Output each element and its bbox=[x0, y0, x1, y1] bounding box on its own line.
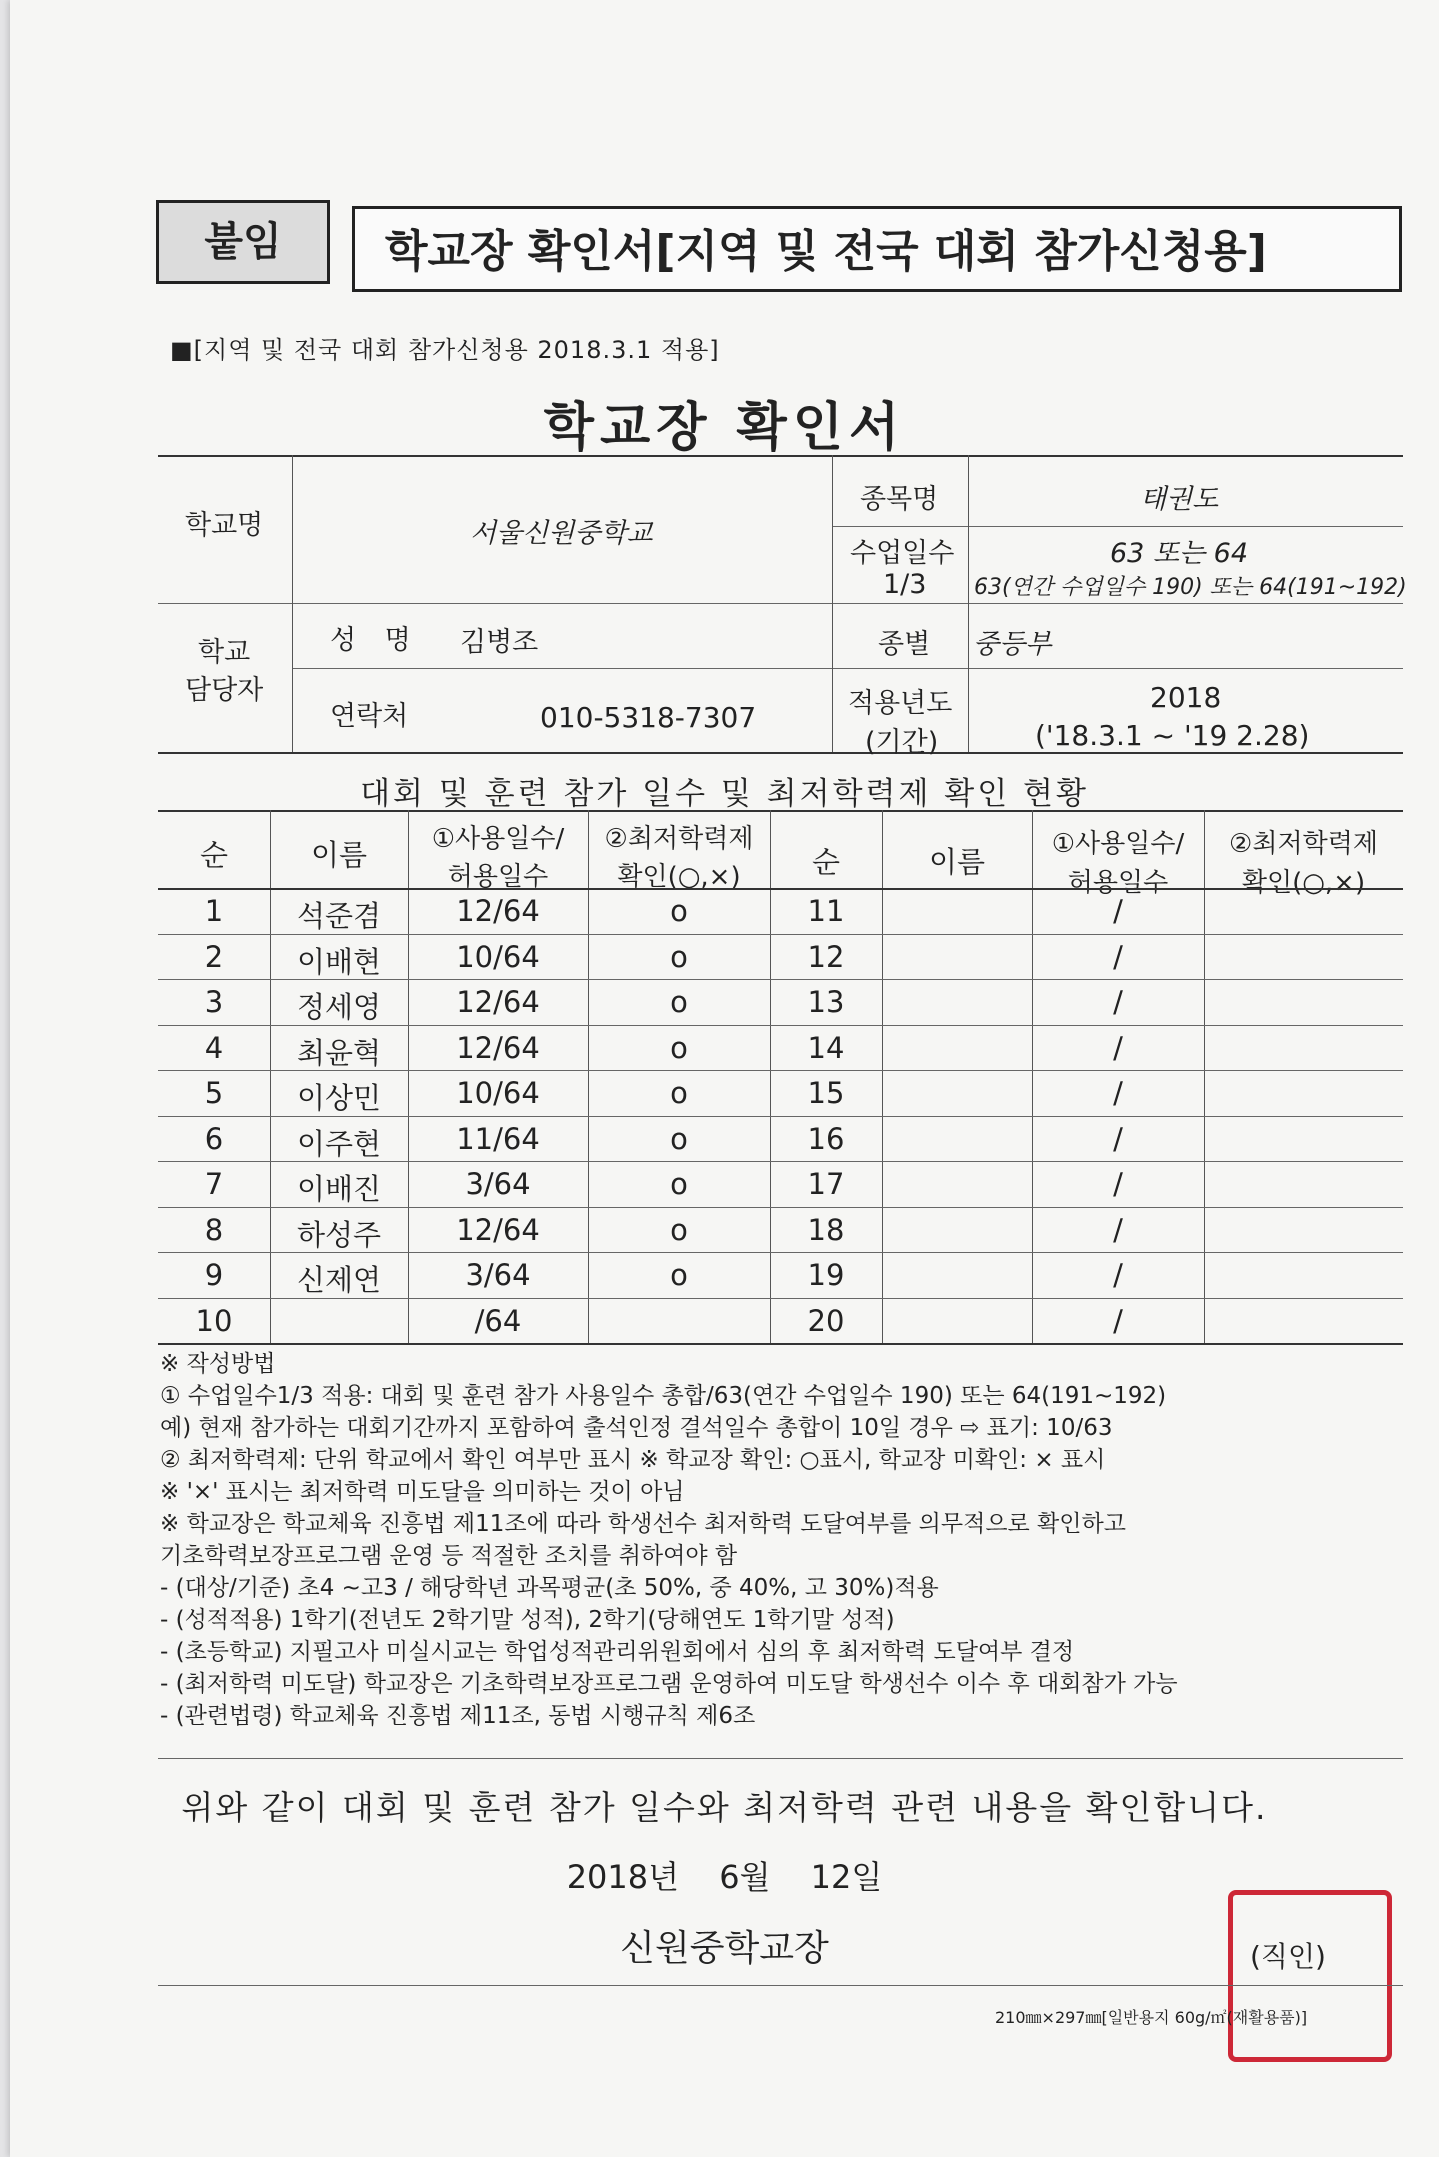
instruction-line: ① 수업일수1/3 적용: 대회 및 훈련 참가 사용일수 총합/63(연간 수업일수 190) 또는 64(191~192) bbox=[160, 1383, 1167, 1409]
used-days: 11/64 bbox=[456, 1122, 540, 1156]
attachment-tag: 붙임 bbox=[156, 200, 330, 284]
athlete-name: 이배현 bbox=[296, 945, 382, 979]
min-academic-check: o bbox=[670, 894, 688, 928]
col-no-header-right: 순 bbox=[811, 845, 840, 879]
instruction-line: - (성적적용) 1학기(전년도 2학기말 성적), 2학기(당해연도 1학기말 성적) bbox=[160, 1607, 895, 1633]
min-academic-check: o bbox=[670, 1031, 688, 1065]
col-min-header-right: ②최저학력제 bbox=[1229, 829, 1378, 859]
contact-label: 연락처 bbox=[330, 701, 409, 732]
info-divider bbox=[968, 455, 969, 752]
form-title-box: 학교장 확인서[지역 및 전국 대회 참가신청용] bbox=[352, 206, 1402, 292]
instruction-line: - (대상/기준) 초4 ~고3 / 해당학년 과목평균(초 50%, 중 40%, 고 30%)적용 bbox=[160, 1575, 939, 1601]
row-number: 9 bbox=[204, 1258, 224, 1292]
class-days-label: 수업일수 bbox=[850, 538, 955, 569]
contact-value: 010-5318-7307 bbox=[540, 701, 757, 734]
used-days: /64 bbox=[474, 1304, 522, 1338]
category-value: 중등부 bbox=[973, 629, 1052, 660]
year-value: 2018 bbox=[1150, 681, 1222, 714]
notes-bottom-rule bbox=[158, 1758, 1403, 1759]
min-academic-check: o bbox=[670, 1213, 688, 1247]
official-seal bbox=[1228, 1890, 1392, 2062]
info-divider bbox=[832, 455, 833, 752]
athlete-name: 정세영 bbox=[296, 990, 382, 1024]
issue-date: 2018년 6월 12일 bbox=[566, 1858, 883, 1896]
instruction-line: ② 최저학력제: 단위 학교에서 확인 여부만 표시 ※ 학교장 확인: ○표시, 학교장 미확인: × 표시 bbox=[160, 1447, 1106, 1473]
year-label: 적용년도 bbox=[848, 688, 953, 719]
used-days: 12/64 bbox=[456, 894, 540, 928]
info-divider bbox=[292, 455, 293, 752]
year-period: ('18.3.1 ~ '19 2.28) bbox=[1035, 719, 1310, 752]
table-row-rule bbox=[158, 888, 1403, 890]
applicability-note: ■[지역 및 전국 대회 참가신청용 2018.3.1 적용] bbox=[170, 336, 720, 364]
used-days: / bbox=[1113, 985, 1123, 1019]
manager-label-2: 담당자 bbox=[185, 675, 264, 706]
instruction-line: - (최저학력 미도달) 학교장은 기초학력보장프로그램 운영하여 미도달 학생선수 이수 후 대회참가 가능 bbox=[160, 1671, 1178, 1697]
instruction-line: ※ 학교장은 학교체육 진흥법 제11조에 따라 학생선수 최저학력 도달여부를 의무적으로 확인하고 bbox=[160, 1511, 1126, 1537]
used-days: / bbox=[1113, 1213, 1123, 1247]
table-row-rule bbox=[158, 1343, 1403, 1345]
school-label: 학교명 bbox=[185, 510, 264, 541]
confirmation-statement: 위와 같이 대회 및 훈련 참가 일수와 최저학력 관련 내용을 확인합니다. bbox=[181, 1788, 1268, 1827]
row-number: 5 bbox=[204, 1076, 224, 1110]
name-value: 김병조 bbox=[460, 627, 539, 658]
row-number: 20 bbox=[807, 1304, 845, 1338]
instructions-title: ※ 작성방법 bbox=[160, 1351, 276, 1377]
min-academic-check: o bbox=[670, 1122, 688, 1156]
athlete-name: 신제연 bbox=[296, 1263, 382, 1297]
athlete-name: 하성주 bbox=[296, 1218, 382, 1252]
col-no-header: 순 bbox=[199, 838, 228, 872]
used-days: 12/64 bbox=[456, 1213, 540, 1247]
seal-label: (직인) bbox=[1250, 1940, 1326, 1973]
class-days-note: 63(연간 수업일수 190) 또는 64(191~192) bbox=[974, 575, 1407, 600]
instruction-line: 예) 현재 참가하는 대회기간까지 포함하여 출석인정 결석일수 총합이 10일 경우 ⇨ 표기: 10/63 bbox=[160, 1415, 1113, 1441]
used-days: 3/64 bbox=[465, 1258, 531, 1292]
instruction-line: - (관련법령) 학교체육 진흥법 제11조, 동법 시행규칙 제6조 bbox=[160, 1703, 756, 1729]
row-number: 7 bbox=[204, 1167, 224, 1201]
used-days: / bbox=[1113, 940, 1123, 974]
used-days: / bbox=[1113, 1258, 1123, 1292]
name-label: 성 명 bbox=[330, 625, 411, 656]
footer-rule bbox=[158, 1985, 1403, 1986]
row-number: 18 bbox=[807, 1213, 845, 1247]
min-academic-check: o bbox=[670, 1167, 688, 1201]
row-number: 10 bbox=[195, 1304, 233, 1338]
instruction-line: 기초학력보장프로그램 운영 등 적절한 조치를 취하여야 함 bbox=[160, 1543, 738, 1569]
instructions bbox=[160, 1348, 1400, 1732]
used-days: / bbox=[1113, 1122, 1123, 1156]
category-label: 종별 bbox=[878, 629, 931, 660]
row-number: 16 bbox=[807, 1122, 845, 1156]
used-days: 12/64 bbox=[456, 1031, 540, 1065]
row-number: 17 bbox=[807, 1167, 845, 1201]
row-number: 1 bbox=[204, 894, 224, 928]
athlete-name: 이배진 bbox=[296, 1172, 382, 1206]
manager-label: 학교 bbox=[198, 637, 251, 668]
row-number: 4 bbox=[204, 1031, 224, 1065]
principal-signature: 신원중학교장 bbox=[620, 1928, 829, 1969]
paper-size-note: 210㎜×297㎜[일반용지 60g/㎡(재활용품)] bbox=[995, 2008, 1308, 2027]
used-days: / bbox=[1113, 894, 1123, 928]
col-days-header-2: 허용일수 bbox=[447, 862, 549, 892]
row-number: 6 bbox=[204, 1122, 224, 1156]
used-days: 3/64 bbox=[465, 1167, 531, 1201]
info-top-rule bbox=[158, 455, 1403, 457]
main-title: 학교장 확인서 bbox=[543, 398, 906, 458]
used-days: 12/64 bbox=[456, 985, 540, 1019]
row-number: 2 bbox=[204, 940, 224, 974]
info-rule bbox=[158, 603, 1403, 604]
athlete-name: 이주현 bbox=[296, 1127, 382, 1161]
row-number: 8 bbox=[204, 1213, 224, 1247]
info-rule bbox=[292, 668, 1403, 669]
min-academic-check: o bbox=[670, 940, 688, 974]
col-name-header: 이름 bbox=[310, 838, 368, 872]
col-days-header-right-2: 허용일수 bbox=[1067, 868, 1169, 898]
min-academic-check: o bbox=[670, 1076, 688, 1110]
col-min-header: ②최저학력제 bbox=[604, 824, 754, 854]
min-academic-check: o bbox=[670, 1258, 688, 1292]
used-days: 10/64 bbox=[456, 940, 540, 974]
row-number: 12 bbox=[807, 940, 845, 974]
table-top-rule bbox=[158, 810, 1403, 812]
sport-label: 종목명 bbox=[860, 484, 939, 515]
col-name-header-right: 이름 bbox=[928, 845, 986, 879]
row-number: 14 bbox=[807, 1031, 845, 1065]
row-number: 3 bbox=[204, 985, 224, 1019]
col-days-header: ①사용일수/ bbox=[431, 824, 565, 854]
class-days-fraction-label: 1/3 bbox=[883, 569, 927, 600]
document-sheet bbox=[10, 0, 1439, 2157]
row-number: 11 bbox=[807, 894, 845, 928]
class-days-value: 63 또는 64 bbox=[1110, 538, 1249, 569]
used-days: / bbox=[1113, 1031, 1123, 1065]
instruction-line: ※ '×' 표시는 최저학력 미도달을 의미하는 것이 아님 bbox=[160, 1479, 685, 1505]
year-label-2: (기간) bbox=[865, 727, 939, 758]
athlete-name: 석준겸 bbox=[296, 899, 382, 933]
table-section-title: 대회 및 훈련 참가 일수 및 최저학력제 확인 현황 bbox=[360, 776, 1089, 812]
instruction-line: - (초등학교) 지필고사 미실시교는 학업성적관리위원회에서 심의 후 최저학력 도달여부 결정 bbox=[160, 1639, 1075, 1665]
col-min-header-right-2: 확인(○,×) bbox=[1241, 868, 1366, 898]
school-value: 서울신원중학교 bbox=[470, 518, 653, 549]
sport-value: 태권도 bbox=[1140, 484, 1219, 515]
info-bottom-rule bbox=[158, 752, 1403, 754]
used-days: / bbox=[1113, 1167, 1123, 1201]
info-rule bbox=[832, 526, 1403, 527]
row-number: 19 bbox=[807, 1258, 845, 1292]
used-days: / bbox=[1113, 1304, 1123, 1338]
athlete-name: 이상민 bbox=[296, 1081, 382, 1115]
used-days: / bbox=[1113, 1076, 1123, 1110]
row-number: 13 bbox=[807, 985, 845, 1019]
min-academic-check: o bbox=[670, 985, 688, 1019]
row-number: 15 bbox=[807, 1076, 845, 1110]
col-days-header-right: ①사용일수/ bbox=[1051, 829, 1185, 859]
col-min-header-2: 확인(○,×) bbox=[617, 862, 741, 892]
athlete-name: 최윤혁 bbox=[296, 1036, 382, 1070]
used-days: 10/64 bbox=[456, 1076, 540, 1110]
